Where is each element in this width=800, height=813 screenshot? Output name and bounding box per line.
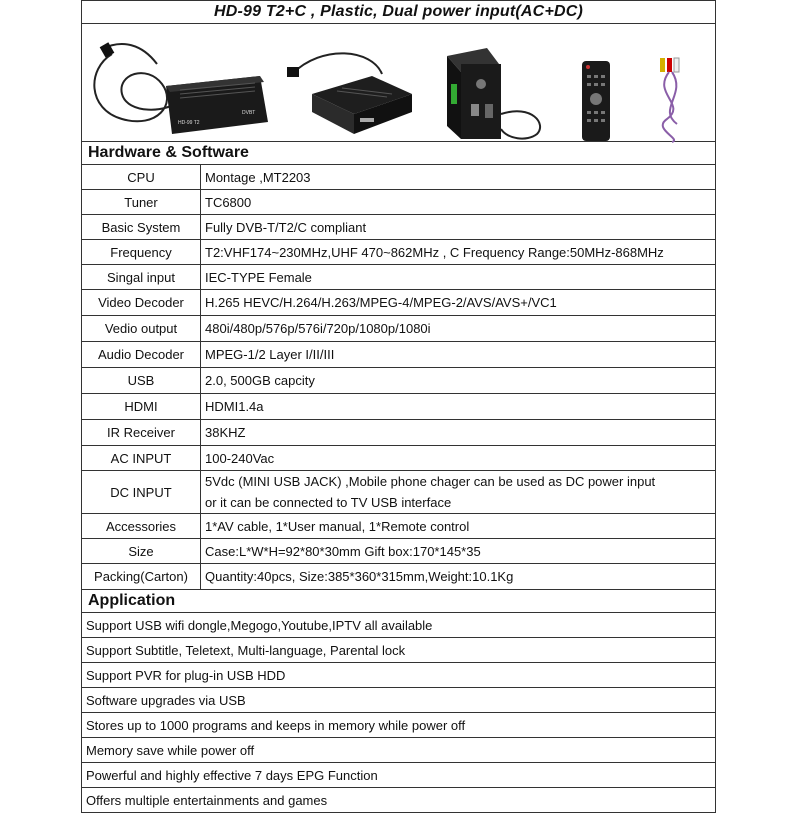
spec-key: Singal input xyxy=(82,265,201,289)
spec-value: T2:VHF174~230MHz,UHF 470~862MHz , C Frequency Range:50MHz-868MHz xyxy=(205,244,664,260)
spec-key: Frequency xyxy=(82,240,201,264)
remote-control-image xyxy=(577,59,617,144)
spec-value: 38KHZ xyxy=(205,425,246,440)
application-section-title: Application xyxy=(82,590,715,613)
spec-key: Video Decoder xyxy=(82,290,201,315)
spec-value: Case:L*W*H=92*80*30mm Gift box:170*145*35 xyxy=(205,543,481,559)
spec-value: H.265 HEVC/H.264/H.263/MPEG-4/MPEG-2/AVS/AVS+/VC1 xyxy=(205,295,557,310)
spec-value: MPEG-1/2 Layer I/II/III xyxy=(205,347,335,362)
application-item: Offers multiple entertainments and games xyxy=(82,788,715,813)
front-brand-label: DVBT xyxy=(242,110,256,116)
spec-value: 2.0, 500GB capcity xyxy=(205,373,315,388)
spec-value: TC6800 xyxy=(205,194,252,210)
spec-key: HDMI xyxy=(82,394,201,419)
spec-value xyxy=(201,471,715,513)
front-model-label: HD-99 T2 xyxy=(178,120,200,126)
spec-row xyxy=(82,539,715,564)
spec-value: Montage ,MT2203 xyxy=(205,169,311,185)
spec-key: Packing(Carton) xyxy=(82,564,201,589)
spec-key: CPU xyxy=(82,165,201,189)
spec-value: Quantity:40pcs, Size:385*360*315mm,Weight:10.1Kg xyxy=(205,569,514,584)
spec-table xyxy=(82,165,715,590)
spec-value: HDMI1.4a xyxy=(205,399,264,414)
spec-value-line: 5Vdc (MINI USB JACK) ,Mobile phone chager can be used as DC power input xyxy=(205,474,656,489)
application-item: Powerful and highly effective 7 days EPG Function xyxy=(82,763,715,788)
application-item: Stores up to 1000 programs and keeps in memory while power off xyxy=(82,713,715,738)
spec-key: AC INPUT xyxy=(82,446,201,470)
av-cable-image xyxy=(642,54,702,144)
spec-key: Vedio output xyxy=(82,316,201,341)
spec-row xyxy=(82,265,715,290)
spec-value: IEC-TYPE Female xyxy=(205,269,312,285)
spec-key: Accessories xyxy=(82,514,201,538)
spec-sheet xyxy=(81,0,716,813)
spec-row xyxy=(82,316,715,342)
spec-row xyxy=(82,342,715,368)
spec-key: Tuner xyxy=(82,190,201,214)
spec-value: 1*AV cable, 1*User manual, 1*Remote control xyxy=(205,518,470,534)
application-item: Support Subtitle, Teletext, Multi-language, Parental lock xyxy=(82,638,715,663)
spec-value: Fully DVB-T/T2/C compliant xyxy=(205,219,367,235)
application-list xyxy=(82,613,715,813)
spec-row xyxy=(82,215,715,240)
sheet-title: HD-99 T2+C , Plastic, Dual power input(AC+DC) xyxy=(82,0,715,24)
product-photos xyxy=(82,24,715,142)
spec-row xyxy=(82,471,715,514)
spec-value: 100-240Vac xyxy=(205,450,275,466)
spec-key: DC INPUT xyxy=(82,471,201,513)
receiver-angle-image xyxy=(282,34,422,144)
receiver-back-image xyxy=(437,44,567,144)
spec-key: Basic System xyxy=(82,215,201,239)
spec-row xyxy=(82,420,715,446)
spec-row xyxy=(82,514,715,539)
spec-key: Audio Decoder xyxy=(82,342,201,367)
spec-row xyxy=(82,290,715,316)
hardware-section-title: Hardware & Software xyxy=(82,142,715,165)
application-item: Software upgrades via USB xyxy=(82,688,715,713)
spec-row xyxy=(82,240,715,265)
spec-row xyxy=(82,394,715,420)
spec-value: 480i/480p/576p/576i/720p/1080p/1080i xyxy=(205,321,431,336)
application-item: Support USB wifi dongle,Megogo,Youtube,IPTV all available xyxy=(82,613,715,638)
spec-key: Size xyxy=(82,539,201,563)
receiver-front-image xyxy=(160,64,272,144)
spec-row xyxy=(82,190,715,215)
spec-row xyxy=(82,165,715,190)
spec-key: USB xyxy=(82,368,201,393)
spec-value-line: or it can be connected to TV USB interface xyxy=(205,495,452,510)
application-item: Support PVR for plug-in USB HDD xyxy=(82,663,715,688)
spec-row xyxy=(82,368,715,394)
application-item: Memory save while power off xyxy=(82,738,715,763)
spec-row xyxy=(82,446,715,471)
spec-key: IR Receiver xyxy=(82,420,201,445)
spec-row xyxy=(82,564,715,590)
